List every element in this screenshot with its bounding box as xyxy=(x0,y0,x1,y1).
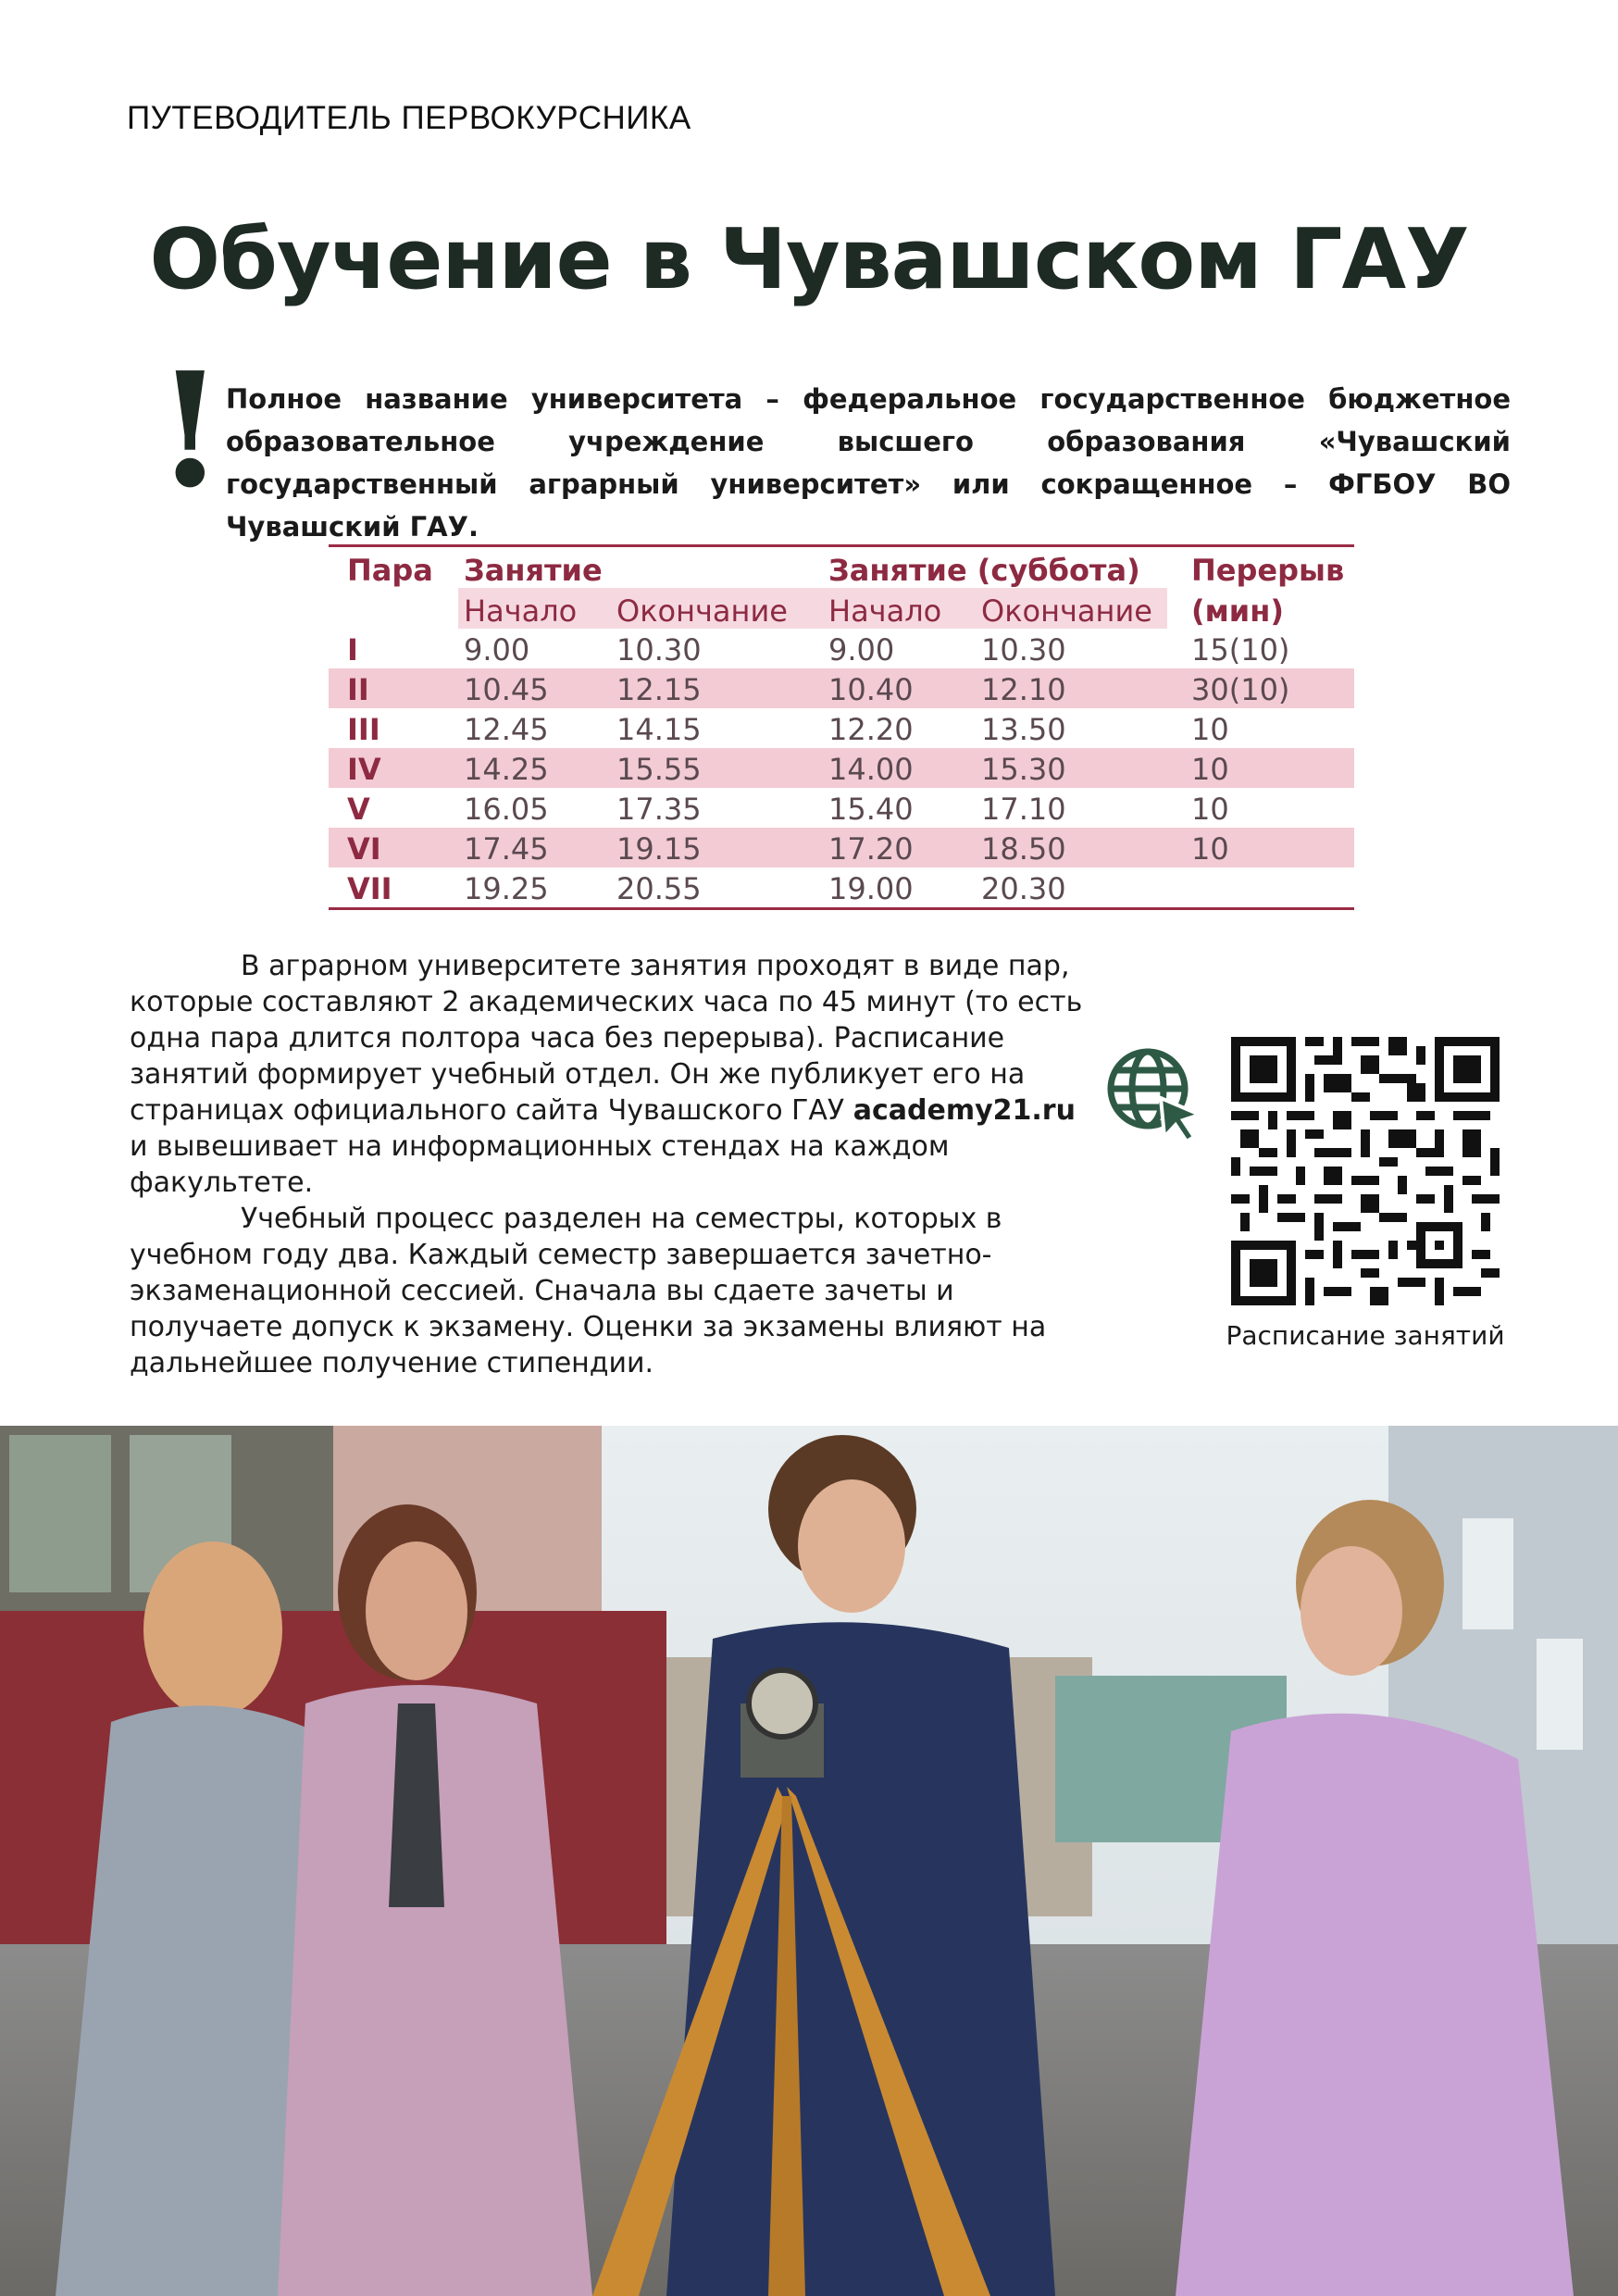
header-break-unit: (мин) xyxy=(1191,593,1284,629)
cell-break: 10 xyxy=(1191,712,1229,747)
cell-start: 12.45 xyxy=(464,712,549,747)
cell-sat-end: 10.30 xyxy=(981,632,1066,668)
cell-start: 17.45 xyxy=(464,831,549,867)
cell-sat-end: 17.10 xyxy=(981,792,1066,827)
cell-end: 15.55 xyxy=(616,752,702,787)
table-row xyxy=(329,788,1354,828)
paragraph-semesters: Учебный процесс разделен на семестры, которых в учебном году два. Каждый семестр завершается зачетно-экзаменационной сессией. Сначала вы сдаете зачеты и получаете допуск к экзамену. Оценки за экзамены влияют на дальнейшее получение стипендии. xyxy=(130,1203,1047,1379)
cell-sat-start: 10.40 xyxy=(828,672,914,707)
cell-pair: III xyxy=(347,712,380,747)
table-row xyxy=(329,828,1354,867)
exclamation-mark-icon: ! xyxy=(156,338,225,523)
cell-break: 10 xyxy=(1191,752,1229,787)
cell-sat-start: 9.00 xyxy=(828,632,895,668)
cell-pair: V xyxy=(347,792,370,827)
info-note: Полное название университета – федеральное государственное бюджетное образовательное учреждение высшего образования «Чувашский государственный аграрный университет» или сокращенное – ФГБОУ ВО Чувашский ГАУ. xyxy=(226,383,1511,543)
cell-pair: VII xyxy=(347,871,392,906)
header-sat-end: Окончание xyxy=(981,593,1152,629)
cell-end: 14.15 xyxy=(616,712,702,747)
body-text xyxy=(130,948,1083,1381)
cell-start: 14.25 xyxy=(464,752,549,787)
paragraph-schedule: В аграрном университете занятия проходят в виде пар, которые составляют 2 академических часа по 45 минут (то есть одна пара длится полтора часа без перерыва). Расписание занятий формирует учебный отдел. Он же публикует его на страницах официального сайта Чувашского ГАУ academy21.ru и вывешивает на информационных стендах на каждом факультете. xyxy=(130,950,1083,1199)
table-row xyxy=(329,748,1354,788)
site-link[interactable]: academy21.ru xyxy=(853,1094,1076,1127)
cell-end: 12.15 xyxy=(616,672,702,707)
cell-start: 16.05 xyxy=(464,792,549,827)
qr-caption: Расписание занятий xyxy=(1226,1320,1505,1351)
header-sat-start: Начало xyxy=(828,593,942,629)
students-with-theodolite-image xyxy=(0,1426,1618,2296)
students-photo xyxy=(0,1426,1618,2296)
table-header-row xyxy=(329,547,1354,588)
cell-pair: II xyxy=(347,672,369,707)
globe-cursor-icon xyxy=(1103,1044,1205,1146)
cell-sat-start: 17.20 xyxy=(828,831,914,867)
cell-sat-end: 18.50 xyxy=(981,831,1066,867)
table-row xyxy=(329,668,1354,708)
cell-sat-start: 15.40 xyxy=(828,792,914,827)
cell-start: 19.25 xyxy=(464,871,549,906)
running-title: ПУТЕВОДИТЕЛЬ ПЕРВОКУРСНИКА xyxy=(127,100,691,136)
cell-start: 9.00 xyxy=(464,632,530,668)
cell-break: 15(10) xyxy=(1191,632,1290,668)
cell-sat-end: 20.30 xyxy=(981,871,1066,906)
cell-sat-end: 15.30 xyxy=(981,752,1066,787)
cell-sat-end: 13.50 xyxy=(981,712,1066,747)
cell-end: 10.30 xyxy=(616,632,702,668)
cell-pair: IV xyxy=(347,752,381,787)
cell-sat-start: 12.20 xyxy=(828,712,914,747)
cell-pair: I xyxy=(347,632,358,668)
cell-end: 20.55 xyxy=(616,871,702,906)
table-subheader-row xyxy=(329,588,1354,629)
schedule-table xyxy=(329,544,1354,910)
cell-pair: VI xyxy=(347,831,381,867)
header-break: Перерыв xyxy=(1191,553,1345,588)
cell-end: 19.15 xyxy=(616,831,702,867)
header-weekday: Занятие xyxy=(464,553,603,588)
header-end: Окончание xyxy=(616,593,788,629)
header-saturday: Занятие (суббота) xyxy=(828,553,1140,588)
cell-sat-start: 19.00 xyxy=(828,871,914,906)
header-start: Начало xyxy=(464,593,578,629)
cell-sat-end: 12.10 xyxy=(981,672,1066,707)
cell-break: 10 xyxy=(1191,792,1229,827)
cell-end: 17.35 xyxy=(616,792,702,827)
cell-break: 30(10) xyxy=(1191,672,1290,707)
cell-break: 10 xyxy=(1191,831,1229,867)
header-pair: Пара xyxy=(347,553,433,588)
table-row xyxy=(329,629,1354,668)
table-row xyxy=(329,867,1354,907)
table-row xyxy=(329,708,1354,748)
cell-sat-start: 14.00 xyxy=(828,752,914,787)
cell-start: 10.45 xyxy=(464,672,549,707)
qr-code[interactable] xyxy=(1231,1037,1500,1305)
page-title: Обучение в Чувашском ГАУ xyxy=(149,211,1469,308)
